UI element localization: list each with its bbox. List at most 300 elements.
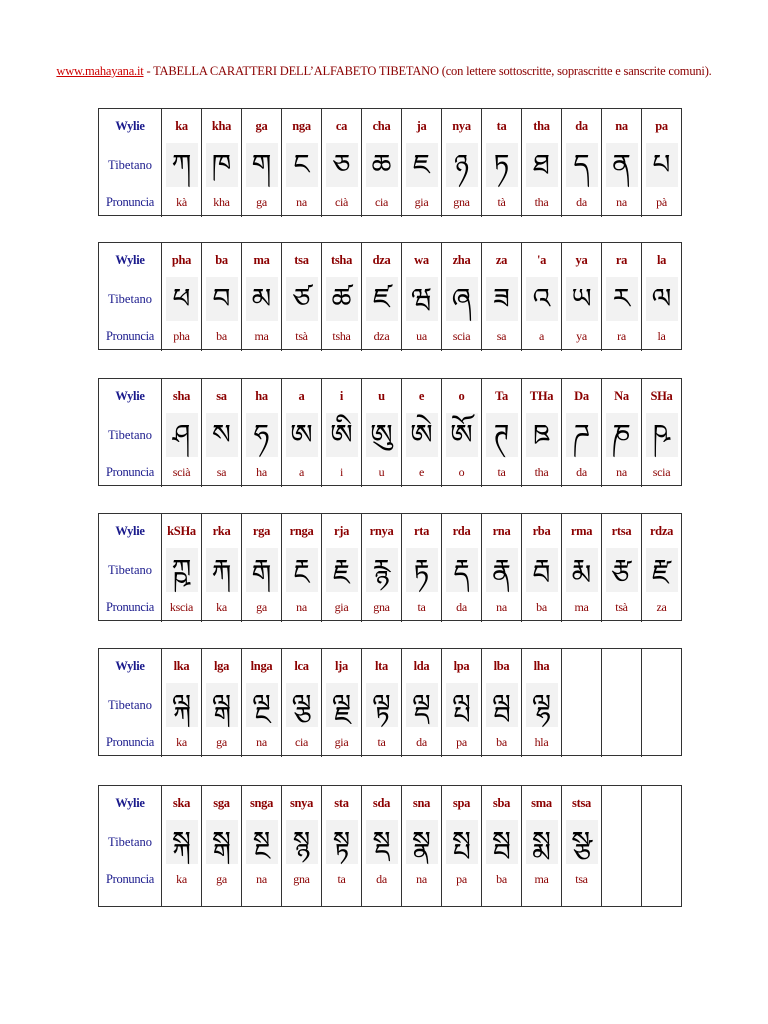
tibetan-glyph: ཇ — [406, 143, 438, 187]
pronunciation-label: Pronuncia — [106, 599, 154, 614]
letter-cell — [321, 649, 361, 757]
alphabet-table — [98, 513, 682, 621]
tibetan-glyph: ལྕ — [286, 683, 318, 727]
tibetan-glyph: ཝ — [406, 277, 438, 321]
tibetan-glyph: བ — [206, 277, 238, 321]
tibetan-glyph: སྐ — [166, 820, 198, 864]
pronunciation-text: ka — [216, 599, 227, 614]
pronunciation-text: na — [496, 599, 507, 614]
letter-cell — [601, 109, 641, 217]
empty-cell — [641, 649, 681, 757]
pronunciation-text: ya — [576, 328, 587, 343]
wylie-text: i — [339, 388, 344, 403]
empty-cell — [601, 786, 641, 906]
wylie-text: rka — [212, 523, 231, 538]
letter-cell — [361, 243, 401, 351]
pronunciation-text: kà — [176, 194, 187, 209]
empty-cell — [641, 786, 681, 906]
tibetan-glyph: ཙ — [286, 277, 318, 321]
wylie-text: rba — [532, 523, 551, 538]
row-labels — [99, 514, 161, 622]
tibetan-glyph: པ — [646, 143, 678, 187]
wylie-text: e — [418, 388, 425, 403]
letter-cell — [481, 514, 521, 622]
wylie-text: rna — [492, 523, 511, 538]
letter-cell — [161, 514, 201, 622]
letter-cell — [521, 649, 561, 757]
letter-cell — [361, 109, 401, 217]
letter-cell — [241, 379, 281, 487]
wylie-text: 'a — [536, 252, 547, 267]
tibetan-glyph: རྐ — [206, 548, 238, 592]
tibetan-glyph: ཨ — [286, 413, 318, 457]
pronunciation-text: ga — [256, 194, 267, 209]
pronunciation-text: ma — [254, 328, 269, 343]
letter-cell — [241, 649, 281, 757]
wylie-text: kSHa — [167, 523, 196, 538]
letter-cell — [161, 379, 201, 487]
wylie-text: rma — [570, 523, 593, 538]
tibetan-glyph: སྩ — [566, 820, 598, 864]
pronunciation-text: pha — [173, 328, 190, 343]
letter-cell — [441, 379, 481, 487]
pronunciation-text: tha — [534, 194, 549, 209]
pronunciation-text: da — [456, 599, 467, 614]
tibetan-label: Tibetano — [108, 697, 152, 712]
wylie-text: lga — [213, 658, 230, 673]
tibetan-glyph: ཕ — [166, 277, 198, 321]
wylie-text: rja — [333, 523, 350, 538]
tibetan-glyph: ཤ — [166, 413, 198, 457]
tibetan-glyph: ཉ — [446, 143, 478, 187]
wylie-text: sha — [172, 388, 191, 403]
letter-cell — [201, 379, 241, 487]
tibetan-glyph: ཐ — [526, 143, 558, 187]
wylie-text: tha — [533, 118, 550, 133]
wylie-text: ska — [172, 795, 191, 810]
wylie-text: dza — [372, 252, 391, 267]
pronunciation-text: ha — [256, 464, 267, 479]
tibetan-glyph: ལྔ — [246, 683, 278, 727]
tibetan-glyph: ཨི — [326, 413, 358, 457]
wylie-text: wa — [414, 252, 429, 267]
letter-cell — [441, 786, 481, 906]
tibetan-glyph: སྟ — [326, 820, 358, 864]
letter-cell — [521, 786, 561, 906]
tibetan-label: Tibetano — [108, 291, 152, 306]
tibetan-glyph: ལྗ — [326, 683, 358, 727]
pronunciation-text: ba — [496, 871, 507, 886]
tibetan-glyph: ཡ — [566, 277, 598, 321]
row-labels — [99, 379, 161, 487]
wylie-text: sma — [531, 795, 552, 810]
wylie-text: snga — [249, 795, 274, 810]
tibetan-glyph: སྣ — [406, 820, 438, 864]
letter-cell — [361, 649, 401, 757]
letter-cell — [401, 109, 441, 217]
tibetan-glyph: ཨུ — [366, 413, 398, 457]
wylie-label: Wylie — [115, 118, 145, 133]
pronunciation-text: kscia — [169, 599, 194, 614]
pronunciation-text: pa — [456, 734, 467, 749]
wylie-label: Wylie — [115, 658, 145, 673]
tibetan-glyph: རྔ — [286, 548, 318, 592]
pronunciation-text: tsha — [332, 328, 351, 343]
tibetan-glyph: སྔ — [246, 820, 278, 864]
pronunciation-text: gia — [334, 599, 349, 614]
empty-glyph — [646, 683, 678, 727]
wylie-text: lja — [335, 658, 348, 673]
tibetan-glyph: རྨ — [566, 548, 598, 592]
wylie-text: nga — [292, 118, 311, 133]
wylie-text: ka — [175, 118, 188, 133]
wylie-text: a — [298, 388, 305, 403]
wylie-text: ca — [335, 118, 348, 133]
letter-cell — [641, 109, 681, 217]
wylie-text: sda — [372, 795, 391, 810]
pronunciation-text: u — [378, 464, 385, 479]
pronunciation-text: kha — [213, 194, 230, 209]
tibetan-glyph: ལ — [646, 277, 678, 321]
wylie-text: Ta — [495, 388, 508, 403]
wylie-text: pha — [171, 252, 192, 267]
pronunciation-text: cià — [334, 194, 349, 209]
tibetan-glyph: ར — [606, 277, 638, 321]
empty-glyph — [606, 683, 638, 727]
pronunciation-text: na — [416, 871, 427, 886]
letter-cell — [281, 379, 321, 487]
tibetan-glyph: མ — [246, 277, 278, 321]
wylie-text: rta — [413, 523, 430, 538]
pronunciation-text: gia — [414, 194, 429, 209]
pronunciation-text: ba — [496, 734, 507, 749]
letter-cell — [321, 243, 361, 351]
site-link[interactable]: www.mahayana.it — [56, 64, 144, 78]
letter-cell — [281, 109, 321, 217]
letter-cell — [441, 514, 481, 622]
pronunciation-text: sa — [496, 328, 507, 343]
letter-cell — [281, 243, 321, 351]
wylie-text: THa — [529, 388, 554, 403]
wylie-text: lpa — [453, 658, 470, 673]
pronunciation-text: tsà — [295, 328, 308, 343]
wylie-text: tsa — [294, 252, 309, 267]
wylie-text: sta — [334, 795, 349, 810]
letter-cell — [401, 786, 441, 906]
wylie-label: Wylie — [115, 388, 145, 403]
tibetan-glyph: ས — [206, 413, 238, 457]
pronunciation-text: scia — [452, 328, 471, 343]
pronunciation-text: tsà — [615, 599, 628, 614]
wylie-text: nya — [452, 118, 471, 133]
wylie-text: lba — [493, 658, 510, 673]
wylie-text: lca — [294, 658, 309, 673]
empty-glyph — [606, 820, 638, 864]
letter-cell — [321, 786, 361, 906]
wylie-text: sga — [213, 795, 230, 810]
tibetan-glyph: སྤ — [446, 820, 478, 864]
alphabet-table — [98, 785, 682, 907]
page-header — [0, 64, 768, 79]
empty-glyph — [566, 683, 598, 727]
pronunciation-text: e — [418, 464, 425, 479]
row-labels — [99, 649, 161, 757]
tibetan-glyph: ལྦ — [486, 683, 518, 727]
pronunciation-text: ga — [256, 599, 267, 614]
alphabet-table — [98, 378, 682, 486]
letter-cell — [481, 109, 521, 217]
tibetan-glyph: ཏ — [486, 143, 518, 187]
tibetan-glyph: ཞ — [446, 277, 478, 321]
tibetan-glyph: ལྐ — [166, 683, 198, 727]
tibetan-glyph: ཛ — [366, 277, 398, 321]
letter-cell — [241, 243, 281, 351]
tibetan-label: Tibetano — [108, 427, 152, 442]
letter-cell — [401, 649, 441, 757]
tibetan-glyph: ཁ — [206, 143, 238, 187]
page-title: - TABELLA CARATTERI DELL’ALFABETO TIBETANO (con lettere sottoscritte, soprascritte e sanscrite comuni). — [143, 64, 712, 78]
wylie-label: Wylie — [115, 252, 145, 267]
letter-cell — [201, 109, 241, 217]
pronunciation-text: gia — [334, 734, 349, 749]
pronunciation-text: tha — [534, 464, 549, 479]
pronunciation-text: dza — [373, 328, 390, 343]
tibetan-glyph: སྨ — [526, 820, 558, 864]
tibetan-glyph: ཋ — [526, 413, 558, 457]
wylie-text: lka — [173, 658, 190, 673]
pronunciation-text: ta — [377, 734, 386, 749]
pronunciation-text: a — [538, 328, 545, 343]
pronunciation-text: na — [616, 194, 627, 209]
tibetan-glyph: རྦ — [526, 548, 558, 592]
pronunciation-text: ma — [574, 599, 589, 614]
letter-cell — [401, 514, 441, 622]
letter-cell — [361, 514, 401, 622]
tibetan-glyph: རྙ — [366, 548, 398, 592]
tibetan-glyph: ཟ — [486, 277, 518, 321]
pronunciation-text: pa — [456, 871, 467, 886]
letter-cell — [521, 379, 561, 487]
wylie-text: rdza — [649, 523, 674, 538]
tibetan-glyph: ན — [606, 143, 638, 187]
wylie-text: kha — [211, 118, 232, 133]
wylie-text: rga — [252, 523, 271, 538]
pronunciation-text: ua — [416, 328, 427, 343]
empty-glyph — [646, 820, 678, 864]
wylie-text: lta — [375, 658, 388, 673]
letter-cell — [561, 379, 601, 487]
tibetan-glyph: ཆ — [366, 143, 398, 187]
pronunciation-text: a — [298, 464, 305, 479]
wylie-text: ga — [255, 118, 268, 133]
wylie-text: snya — [289, 795, 314, 810]
tibetan-glyph: ཚ — [326, 277, 358, 321]
letter-cell — [281, 649, 321, 757]
pronunciation-text: ga — [216, 871, 227, 886]
pronunciation-text: la — [657, 328, 666, 343]
letter-cell — [161, 243, 201, 351]
letter-cell — [161, 786, 201, 906]
pronunciation-text: ka — [176, 734, 187, 749]
letter-cell — [161, 649, 201, 757]
wylie-text: rnya — [369, 523, 394, 538]
tibetan-glyph: སྡ — [366, 820, 398, 864]
pronunciation-text: da — [416, 734, 427, 749]
wylie-text: cha — [372, 118, 391, 133]
tibetan-label: Tibetano — [108, 562, 152, 577]
pronunciation-label: Pronuncia — [106, 871, 154, 886]
wylie-text: lha — [533, 658, 550, 673]
pronunciation-text: ba — [536, 599, 547, 614]
pronunciation-text: o — [458, 464, 465, 479]
letter-cell — [521, 514, 561, 622]
tibetan-glyph: ཥ — [646, 413, 678, 457]
wylie-text: Na — [614, 388, 629, 403]
wylie-text: ha — [255, 388, 268, 403]
pronunciation-text: na — [296, 194, 307, 209]
tibetan-glyph: འ — [526, 277, 558, 321]
wylie-text: ta — [496, 118, 507, 133]
pronunciation-text: da — [376, 871, 387, 886]
wylie-text: stsa — [572, 795, 591, 810]
letter-cell — [561, 243, 601, 351]
pronunciation-label: Pronuncia — [106, 194, 154, 209]
letter-cell — [441, 649, 481, 757]
wylie-text: ma — [253, 252, 270, 267]
letter-cell — [641, 514, 681, 622]
letter-cell — [481, 379, 521, 487]
wylie-text: tsha — [330, 252, 353, 267]
letter-cell — [601, 379, 641, 487]
tibetan-glyph: ལྒ — [206, 683, 238, 727]
wylie-text: o — [458, 388, 465, 403]
pronunciation-text: ta — [337, 871, 346, 886]
tibetan-glyph: ང — [286, 143, 318, 187]
wylie-text: Da — [574, 388, 589, 403]
empty-cell — [601, 649, 641, 757]
wylie-text: ba — [215, 252, 228, 267]
pronunciation-text: pà — [656, 194, 667, 209]
row-labels — [99, 786, 161, 906]
wylie-text: rda — [452, 523, 471, 538]
letter-cell — [281, 786, 321, 906]
pronunciation-text: da — [576, 464, 587, 479]
pronunciation-text: hla — [534, 734, 549, 749]
pronunciation-text: i — [339, 464, 344, 479]
letter-cell — [241, 514, 281, 622]
wylie-text: na — [615, 118, 628, 133]
letter-cell — [601, 243, 641, 351]
pronunciation-text: gna — [373, 599, 390, 614]
wylie-text: da — [575, 118, 588, 133]
letter-cell — [201, 514, 241, 622]
tibetan-glyph: རྗ — [326, 548, 358, 592]
wylie-text: lda — [413, 658, 430, 673]
letter-cell — [401, 379, 441, 487]
letter-cell — [641, 379, 681, 487]
letter-cell — [641, 243, 681, 351]
tibetan-glyph: ཌ — [566, 413, 598, 457]
pronunciation-text: ra — [617, 328, 626, 343]
wylie-text: u — [378, 388, 385, 403]
wylie-text: ya — [575, 252, 588, 267]
wylie-text: spa — [452, 795, 471, 810]
pronunciation-text: na — [256, 734, 267, 749]
tibetan-glyph: ལྤ — [446, 683, 478, 727]
pronunciation-label: Pronuncia — [106, 734, 154, 749]
tibetan-glyph: ད — [566, 143, 598, 187]
wylie-text: zha — [452, 252, 471, 267]
wylie-text: za — [495, 252, 508, 267]
tibetan-glyph: ཨོ — [446, 413, 478, 457]
letter-cell — [561, 514, 601, 622]
pronunciation-text: tsa — [575, 871, 588, 886]
wylie-text: SHa — [650, 388, 673, 403]
letter-cell — [241, 786, 281, 906]
pronunciation-text: da — [576, 194, 587, 209]
tibetan-glyph: རྫ — [646, 548, 678, 592]
pronunciation-text: na — [296, 599, 307, 614]
alphabet-table — [98, 242, 682, 350]
tibetan-glyph: ཎ — [606, 413, 638, 457]
tibetan-glyph: སྙ — [286, 820, 318, 864]
pronunciation-text: ta — [497, 464, 506, 479]
wylie-label: Wylie — [115, 795, 145, 810]
tibetan-glyph: ལྡ — [406, 683, 438, 727]
letter-cell — [201, 649, 241, 757]
tibetan-glyph: ཧ — [246, 413, 278, 457]
letter-cell — [481, 649, 521, 757]
wylie-text: rnga — [289, 523, 314, 538]
wylie-text: rtsa — [611, 523, 632, 538]
wylie-text: ra — [615, 252, 628, 267]
alphabet-table — [98, 108, 682, 216]
tibetan-glyph: ཨེ — [406, 413, 438, 457]
pronunciation-text: ka — [176, 871, 187, 886]
pronunciation-label: Pronuncia — [106, 464, 154, 479]
pronunciation-text: gna — [453, 194, 470, 209]
letter-cell — [561, 786, 601, 906]
wylie-text: ja — [416, 118, 427, 133]
wylie-text: sa — [216, 388, 227, 403]
letter-cell — [361, 379, 401, 487]
pronunciation-text: sa — [216, 464, 227, 479]
pronunciation-text: scià — [172, 464, 191, 479]
tibetan-glyph: ཅ — [326, 143, 358, 187]
pronunciation-text: cia — [294, 734, 309, 749]
pronunciation-text: ba — [216, 328, 227, 343]
row-labels — [99, 109, 161, 217]
tibetan-glyph: ག — [246, 143, 278, 187]
letter-cell — [561, 109, 601, 217]
tibetan-glyph: རྟ — [406, 548, 438, 592]
tibetan-glyph: རྩ — [606, 548, 638, 592]
pronunciation-text: za — [656, 599, 667, 614]
tibetan-glyph: རྒ — [246, 548, 278, 592]
letter-cell — [401, 243, 441, 351]
letter-cell — [601, 514, 641, 622]
letter-cell — [521, 109, 561, 217]
pronunciation-text: ta — [417, 599, 426, 614]
letter-cell — [481, 786, 521, 906]
pronunciation-text: scia — [652, 464, 671, 479]
wylie-text: sna — [412, 795, 431, 810]
letter-cell — [521, 243, 561, 351]
tibetan-glyph: ཀྵ — [166, 548, 198, 592]
alphabet-table — [98, 648, 682, 756]
tibetan-glyph: རྡ — [446, 548, 478, 592]
tibetan-label: Tibetano — [108, 834, 152, 849]
